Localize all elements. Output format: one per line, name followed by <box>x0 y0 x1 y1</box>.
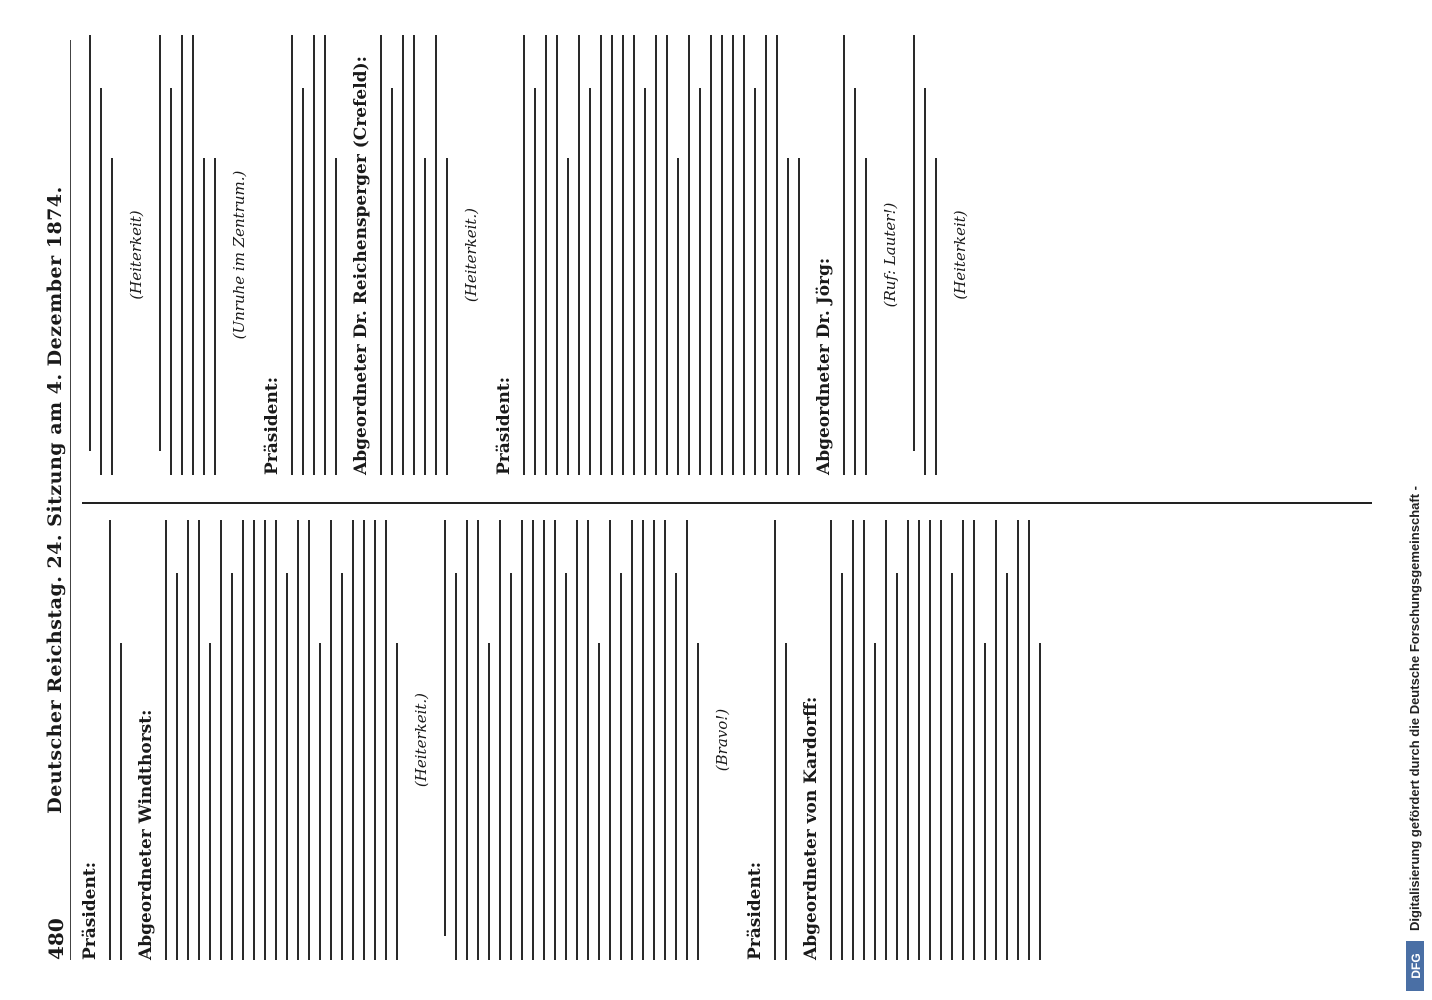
text-line <box>363 520 365 960</box>
text-line <box>940 520 942 960</box>
text-line <box>611 35 613 475</box>
text-line <box>242 520 244 960</box>
speech-paragraph <box>444 520 699 960</box>
text-line <box>929 520 931 960</box>
text-line <box>609 520 611 960</box>
text-line <box>374 520 376 960</box>
text-line <box>589 88 591 475</box>
text-line <box>330 520 332 960</box>
text-line <box>385 520 387 960</box>
text-line <box>220 520 222 960</box>
stage-direction: (Bravo!) <box>713 708 731 772</box>
text-line <box>510 573 512 960</box>
text-line <box>313 35 315 475</box>
text-lines <box>109 520 122 960</box>
column-divider <box>82 502 1372 504</box>
text-line <box>852 520 854 960</box>
text-line <box>666 35 668 475</box>
text-line <box>721 35 723 475</box>
text-line <box>455 573 457 960</box>
text-line <box>308 520 310 960</box>
text-line <box>973 520 975 960</box>
text-line <box>854 88 856 475</box>
text-line <box>600 35 602 475</box>
text-line <box>488 643 490 960</box>
text-line <box>841 573 843 960</box>
text-line <box>181 35 183 475</box>
text-line <box>231 573 233 960</box>
stage-direction: (Ruf: Lauter!) <box>881 202 899 308</box>
text-line <box>598 643 600 960</box>
text-line <box>576 520 578 960</box>
text-line <box>253 520 255 960</box>
speech-paragraph <box>494 35 800 475</box>
text-line <box>995 520 997 960</box>
speaker-name: Präsident: <box>262 377 282 475</box>
text-line <box>675 573 677 960</box>
text-line <box>352 520 354 960</box>
text-line <box>100 88 102 475</box>
text-line <box>324 35 326 475</box>
text-line <box>402 35 404 475</box>
text-line <box>499 520 501 960</box>
text-line <box>413 35 415 475</box>
text-line <box>843 35 845 475</box>
text-line <box>111 158 113 475</box>
text-line <box>198 520 200 960</box>
text-line <box>170 88 172 475</box>
dfg-logo-text: DFG <box>1409 953 1423 979</box>
text-line <box>565 573 567 960</box>
speaker-name: Präsident: <box>745 862 765 960</box>
text-line <box>918 520 920 960</box>
right-text-column <box>80 35 1380 475</box>
text-line <box>776 35 778 475</box>
text-line <box>109 520 111 960</box>
text-line <box>732 35 734 475</box>
text-line <box>543 520 545 960</box>
speech-paragraph <box>745 520 787 960</box>
text-line <box>924 88 926 475</box>
text-line <box>664 520 666 960</box>
text-line <box>120 643 122 960</box>
text-lines <box>444 520 699 960</box>
text-line <box>192 35 194 475</box>
text-line <box>743 35 745 475</box>
funding-note-text: Digitalisierung gefördert durch die Deutsche Forschungsgemeinschaft - <box>1407 486 1422 931</box>
text-line <box>754 88 756 475</box>
text-line <box>286 573 288 960</box>
text-line <box>653 520 655 960</box>
text-line <box>444 520 446 936</box>
text-line <box>1039 643 1041 960</box>
text-lines <box>291 35 337 475</box>
text-line <box>644 88 646 475</box>
text-line <box>686 520 688 960</box>
speaker-name: Abgeordneter Dr. Jörg: <box>814 257 834 475</box>
left-text-column <box>80 520 1380 960</box>
text-line <box>291 35 293 475</box>
text-line <box>1017 520 1019 960</box>
text-line <box>302 88 304 475</box>
text-line <box>874 643 876 960</box>
text-line <box>774 520 776 960</box>
text-line <box>380 35 382 475</box>
text-line <box>765 35 767 475</box>
text-line <box>545 35 547 475</box>
text-line <box>631 520 633 960</box>
speech-paragraph <box>159 35 216 475</box>
stage-direction: (Heiterkeit.) <box>412 692 430 788</box>
text-lines <box>913 35 937 475</box>
text-line <box>203 158 205 475</box>
text-line <box>863 520 865 960</box>
text-line <box>187 520 189 960</box>
text-line <box>209 643 211 960</box>
stage-direction: (Heiterkeit) <box>127 210 145 300</box>
funding-note <box>1402 6 1426 996</box>
text-line <box>297 520 299 960</box>
text-line <box>655 35 657 475</box>
text-line <box>951 573 953 960</box>
text-line <box>391 88 393 475</box>
text-line <box>1006 573 1008 960</box>
text-line <box>165 520 167 960</box>
speech-paragraph <box>262 35 337 475</box>
text-line <box>532 520 534 960</box>
text-line <box>642 520 644 960</box>
text-line <box>587 520 589 960</box>
text-line <box>699 88 701 475</box>
text-line <box>554 520 556 960</box>
text-line <box>466 520 468 960</box>
text-line <box>396 643 398 960</box>
text-line <box>435 35 437 475</box>
text-line <box>424 158 426 475</box>
text-line <box>578 35 580 475</box>
text-line <box>622 35 624 475</box>
text-line <box>446 158 448 475</box>
speech-paragraph <box>80 520 122 960</box>
text-line <box>697 643 699 960</box>
text-lines <box>774 520 787 960</box>
speech-paragraph <box>136 520 398 960</box>
speaker-name: Abgeordneter Dr. Reichensperger (Crefeld): <box>351 56 371 475</box>
text-line <box>275 520 277 960</box>
text-line <box>633 35 635 475</box>
text-lines <box>830 520 1041 960</box>
text-line <box>176 573 178 960</box>
text-line <box>984 643 986 960</box>
text-line <box>521 520 523 960</box>
speech-paragraph <box>814 35 867 475</box>
text-line <box>785 643 787 960</box>
text-line <box>319 643 321 960</box>
text-lines <box>380 35 448 475</box>
text-lines <box>89 35 113 475</box>
text-line <box>556 35 558 475</box>
text-line <box>264 520 266 960</box>
text-lines <box>165 520 398 960</box>
text-line <box>913 35 915 451</box>
text-line <box>620 573 622 960</box>
text-lines <box>843 35 867 475</box>
stage-direction: (Heiterkeit) <box>951 210 969 300</box>
speaker-name: Abgeordneter von Kardorff: <box>801 696 821 960</box>
text-line <box>1028 520 1030 960</box>
text-line <box>341 573 343 960</box>
text-line <box>688 35 690 475</box>
page-number: 480 <box>44 918 68 960</box>
text-line <box>523 35 525 475</box>
speaker-name: Abgeordneter Windthorst: <box>136 709 156 960</box>
speech-paragraph <box>89 35 113 475</box>
speech-paragraph <box>801 520 1041 960</box>
text-line <box>962 520 964 960</box>
text-line <box>710 35 712 475</box>
text-line <box>907 520 909 960</box>
text-line <box>935 158 937 475</box>
text-line <box>896 573 898 960</box>
text-line <box>787 158 789 475</box>
speaker-name: Präsident: <box>494 377 514 475</box>
text-line <box>159 35 161 451</box>
speech-paragraph <box>913 35 937 475</box>
speaker-name: Präsident: <box>80 862 100 960</box>
text-line <box>477 520 479 960</box>
page-header <box>42 40 71 960</box>
text-line <box>885 520 887 960</box>
text-line <box>865 158 867 475</box>
text-line <box>214 158 216 475</box>
text-lines <box>159 35 216 475</box>
text-line <box>677 158 679 475</box>
text-line <box>567 158 569 475</box>
stage-direction: (Heiterkeit.) <box>462 207 480 303</box>
speech-paragraph <box>351 35 448 475</box>
text-line <box>534 88 536 475</box>
text-line <box>335 158 337 475</box>
text-line <box>89 35 91 451</box>
text-line <box>798 158 800 475</box>
stage-direction: (Unruhe im Zentrum.) <box>230 170 248 340</box>
text-line <box>830 520 832 960</box>
text-lines <box>523 35 800 475</box>
running-title: Deutscher Reichstag. 24. Sitzung am 4. Dezember 1874. <box>44 186 66 814</box>
